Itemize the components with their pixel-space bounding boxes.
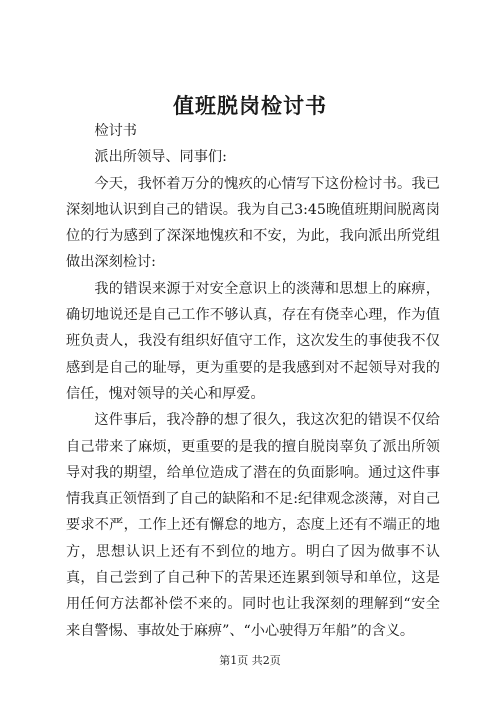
paragraph-salutation: 派出所领导、同事们: [94, 149, 227, 166]
document-title: 值班脱岗检讨书 [173, 93, 327, 118]
paragraph-cause: 我的错误来源于对安全意识上的淡薄和思想上的麻痹，确切地说还是自己工作不够认真，存在有侥幸心理，作为值班负责人，我没有组织好值守工作，这次发生的事使我不仅感到是自己的耻辱，更为重要的是我感到对不起领导对我的信任，愧对领导的关心和厚爱。 [66, 280, 440, 402]
paragraph-heading: 检讨书 [94, 123, 137, 139]
paragraph-intro: 今天，我怀着万分的愧疚的心情写下这份检讨书。我已深刻地认识到自己的错误。我为自己3:45晚值班期间脱离岗位的行为感到了深深地愧疚和不安，为此，我向派出所党组做出深刻检讨: [66, 175, 440, 271]
page-footer: 第1页 共2页 [219, 654, 281, 667]
paragraph-reflection: 这件事后，我冷静的想了很久，我这次犯的错误不仅给自己带来了麻烦，更重要的是我的擅自脱岗辜负了派出所领导对我的期望，给单位造成了潜在的负面影响。通过这件事情我真正领悟到了自己的缺陷和不足:纪律观念淡薄，对自己要求不严，工作上还有懈怠的地方，态度上还有不端正的地方，思想认识上还有不到位的地方。明白了因为做事不认真，自己尝到了自己种下的苦果还连累到领导和单位，这是用任何方法都补偿不来的。同时也让我深刻的理解到“安全来自警惕、事故处于麻痹”、“小心驶得万年船”的含义。 [66, 412, 440, 639]
document-body [66, 118, 440, 644]
